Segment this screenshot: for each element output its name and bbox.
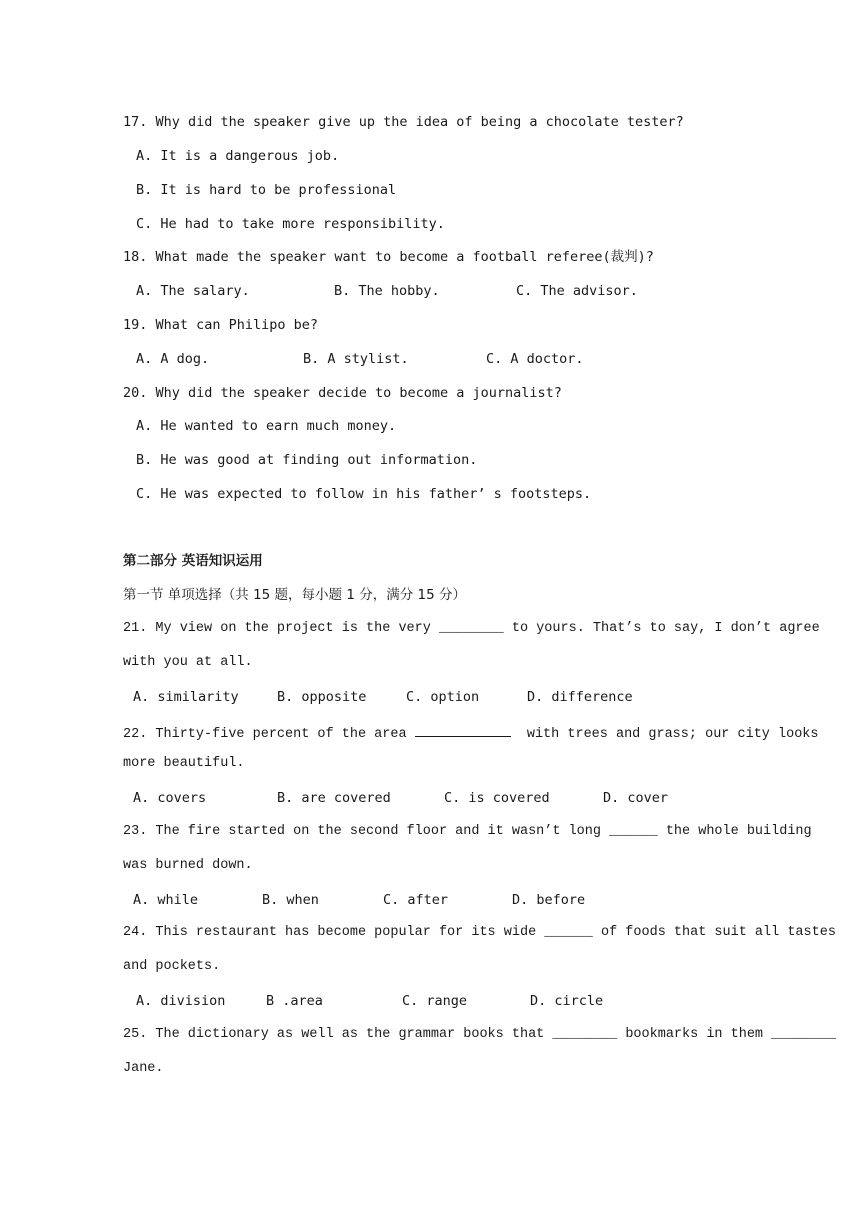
q22-options [133,789,733,897]
q25-text-middle: bookmarks in them [625,1027,764,1042]
q20-stem: 20. Why did the speaker decide to become a journalist? [123,385,562,401]
q20-option-c: C. He was expected to follow in his father’ s footsteps. [136,486,592,502]
q25-line1 [123,1026,836,1044]
q19-option-c: C. A doctor. [486,351,584,367]
q19-stem: 19. What can Philipo be? [123,317,319,333]
q25-blank-2: ________ [771,1027,836,1042]
q18-option-c: C. The advisor. [516,283,638,299]
q23-option-b: B. when [262,892,319,908]
q24-option-b: B .area [266,993,323,1009]
q21-option-b: B. opposite [277,689,367,705]
q21-text-after: to yours. That’s to say, I don’t agree [511,621,820,636]
q22-text-before: 22. Thirty-five percent of the area [123,727,407,742]
q22-blank [415,722,511,737]
q22-option-d: D. cover [603,790,669,806]
q23-text-after: the whole building [665,824,812,839]
q21-option-a: A. similarity [133,689,239,705]
q25-blank-1: ________ [552,1027,618,1042]
q22-option-c: C. is covered [444,790,550,806]
q17-option-a: A. It is a dangerous job. [136,148,340,164]
q21-blank: ________ [438,621,504,636]
q23-text-before: 23. The fire started on the second floor and it wasn’t long [123,824,601,839]
q21-option-c: C. option [406,689,480,705]
q24-text-before: 24. This restaurant has become popular for its wide [123,925,537,940]
q21-line2: with you at all. [123,655,253,670]
q24-line2: and pockets. [123,959,221,974]
q23-line2: was burned down. [123,858,253,873]
q18-option-b: B. The hobby. [334,283,440,299]
section1-heading: 第一节 单项选择（共 15 题，每小题 1 分，满分 15 分） [123,587,466,603]
q23-line1 [123,823,812,841]
q24-options [136,992,736,1100]
q25-text-before: 25. The dictionary as well as the grammar books that [123,1027,545,1042]
q19-option-a: A. A dog. [136,351,210,367]
q22-text-after: with trees and grass; our city looks [526,727,819,742]
q22-line1 [123,722,819,744]
q21-line1 [123,620,820,638]
q25-line2: Jane. [123,1061,164,1076]
q18-option-a: A. The salary. [136,283,250,299]
part2-heading: 第二部分 英语知识运用 [123,553,263,569]
q22-option-b: B. are covered [277,790,391,806]
q18-stem: 18. What made the speaker want to become a football referee(裁判)? [123,249,654,265]
q24-text-after: of foods that suit all tastes [601,925,836,940]
q22-option-a: A. covers [133,790,207,806]
q17-option-c: C. He had to take more responsibility. [136,216,445,232]
q20-option-b: B. He was good at finding out information. [136,452,478,468]
q24-option-a: A. division [136,993,226,1009]
q23-blank: ______ [609,824,658,839]
q23-options [133,891,733,999]
q23-option-d: D. before [512,892,586,908]
q23-option-a: A. while [133,892,199,908]
q21-text-before: 21. My view on the project is the very [123,621,431,636]
q24-option-d: D. circle [530,993,604,1009]
q24-option-c: C. range [402,993,468,1009]
q19-option-b: B. A stylist. [303,351,409,367]
q24-line1 [123,924,836,942]
q24-blank: ______ [544,925,593,940]
q21-option-d: D. difference [527,689,633,705]
q17-option-b: B. It is hard to be professional [136,182,397,198]
q22-line2: more beautiful. [123,756,245,771]
q23-option-c: C. after [383,892,449,908]
q17-stem: 17. Why did the speaker give up the idea of being a chocolate tester? [123,114,684,130]
q20-option-a: A. He wanted to earn much money. [136,418,397,434]
